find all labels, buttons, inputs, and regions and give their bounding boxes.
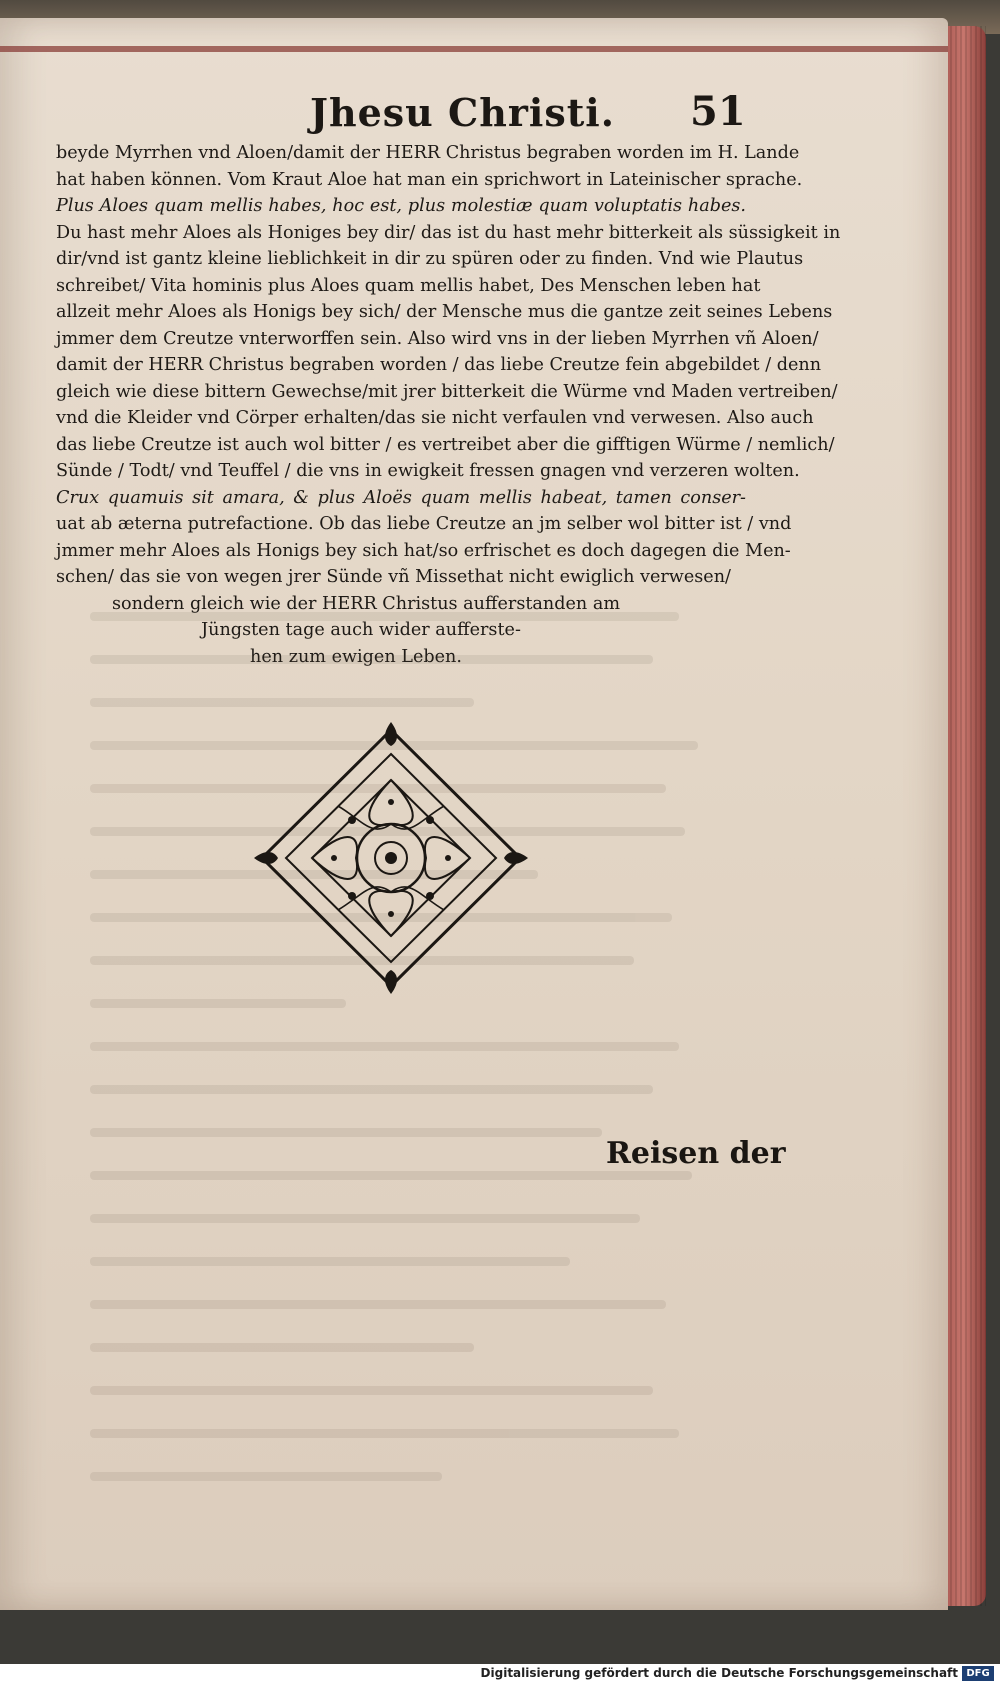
text-line: das liebe Creutze ist auch wol bitter / es vertreibet aber die gifftigen Würme / nemlich/ bbox=[56, 434, 835, 455]
footer-bar bbox=[0, 1664, 1000, 1684]
text-line-tail: schen/ das sie von wegen jrer Sünde vñ Missethat nicht ewiglich verwesen/ bbox=[56, 567, 731, 587]
text-line: Sünde / Todt/ vnd Teuffel / die vns in ewigkeit fressen gnagen vnd verzeren wolten. bbox=[56, 461, 800, 481]
text-line: damit der HERR Christus begraben worden / das liebe Creutze fein abgebildet / denn bbox=[56, 355, 822, 375]
text-line: gleich wie diese bittern Gewechse/mit jrer bitterkeit die Würme vnd Maden vertreiben/ bbox=[56, 381, 838, 402]
text-line: jmmer dem Creutze vnterworffen sein. Also wird vns in der lieben Myrrhen vñ Aloen/ bbox=[56, 328, 819, 349]
text-line: allzeit mehr Aloes als Honigs bey sich/ der Mensche mus die gantze zeit seines Lebens bbox=[56, 302, 833, 322]
top-edge-rule bbox=[0, 46, 948, 52]
text-line: hat haben können. Vom Kraut Aloe hat man ein sprichwort in Lateinischer sprache. bbox=[56, 169, 803, 190]
page-header bbox=[300, 86, 760, 146]
text-line-tail: sondern gleich wie der HERR Christus aufferstanden am bbox=[111, 593, 621, 614]
page-number: 51 bbox=[690, 88, 746, 135]
running-head: Jhesu Christi. bbox=[310, 90, 615, 135]
text-line: jmmer mehr Aloes als Honigs bey sich hat/so erfrischet es doch dagegen die Men- bbox=[56, 540, 791, 561]
text-line-tail: Jüngsten tage auch wider aufferste- bbox=[201, 620, 521, 640]
catchword: Reisen der bbox=[606, 1136, 786, 1171]
text-line-tail: hen zum ewigen Leben. bbox=[250, 646, 462, 667]
body-text bbox=[56, 140, 841, 670]
dfg-logo-icon: DFG bbox=[962, 1666, 994, 1681]
text-line: Crux quamuis sit amara, & plus Aloës quam mellis habeat, tamen conser- bbox=[56, 487, 746, 508]
funding-credit: Digitalisierung gefördert durch die Deutsche Forschungsgemeinschaft bbox=[480, 1666, 958, 1680]
text-line: dir/vnd ist gantz kleine lieblichkeit in dir zu spüren oder zu finden. Vnd wie Plautus bbox=[56, 249, 804, 269]
text-line: Plus Aloes quam mellis habes, hoc est, plus molestiæ quam voluptatis habes. bbox=[56, 196, 746, 216]
text-line: uat ab æterna putrefactione. Ob das liebe Creutze an jm selber wol bitter ist / vnd bbox=[56, 514, 792, 534]
text-line: Du hast mehr Aloes als Honiges bey dir/ das ist du hast mehr bitterkeit als süssigkeit in bbox=[56, 222, 841, 243]
text-line: beyde Myrrhen vnd Aloen/damit der HERR Christus begraben worden im H. Lande bbox=[56, 143, 800, 163]
diamond-arabesque-ornament-icon bbox=[252, 720, 530, 996]
text-line: vnd die Kleider vnd Cörper erhalten/das sie nicht verfaulen vnd verwesen. Also auch bbox=[56, 408, 814, 428]
text-line: schreibet/ Vita hominis plus Aloes quam mellis habet, Des Menschen leben hat bbox=[56, 275, 761, 296]
